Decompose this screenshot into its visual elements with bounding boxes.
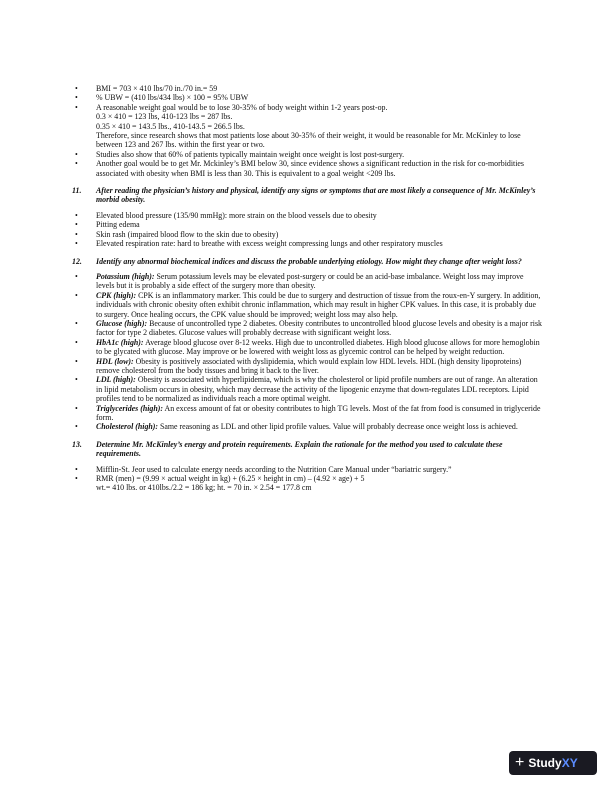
q11-list <box>72 211 542 249</box>
question-12 <box>72 257 542 266</box>
lab-item <box>72 272 542 291</box>
list-item: • Another goal would be to get Mr. Mckinley’s BMI below 30, since evidence shows a significant reduction in the risk for co-morbidities associated with obesity when BMI is less than 30. This is equivalent to a goal weight <209 lbs. <box>72 159 542 178</box>
lab-term: Cholesterol (high): <box>96 422 159 432</box>
question-text: Identify any abnormal biochemical indices and discuss the probable underlying etiology. How might they change after weight loss? <box>96 256 522 266</box>
question-text: Determine Mr. McKinley’s energy and protein requirements. Explain the rationale for the method you used to calculate these requirements. <box>96 439 503 459</box>
brand-name-a: Study <box>528 756 562 770</box>
section10-list <box>72 84 542 178</box>
lab-term: Triglycerides (high): <box>96 403 163 413</box>
plus-icon: + <box>515 754 525 771</box>
lab-desc: Same reasoning as LDL and other lipid profile values. Value will probably decrease once weight loss is achieved. <box>160 422 518 432</box>
calc-line: 0.3 × 410 = 123 lbs, 410-123 lbs = 287 lbs. <box>96 112 233 122</box>
question-number: 13. <box>72 439 82 449</box>
lab-desc: Average blood glucose over 8-12 weeks. High due to uncontrolled diabetes. High blood glucose allows for more hemoglobin to be glycated with glucose. May improve or be lowered with weight loss as glycemic control can be helped by weight reduction. <box>96 337 540 357</box>
question-13 <box>72 440 542 459</box>
lab-desc: Because of uncontrolled type 2 diabetes. Obesity contributes to uncontrolled blood glucose levels and obesity is a major risk factor for type 2 diabetes. Glucose values will probably decrease with significant weight loss. <box>96 318 542 338</box>
lab-term: Glucose (high): <box>96 318 148 328</box>
list-item: • Studies also show that 60% of patients typically maintain weight once weight is lost post-surgery. <box>72 150 542 159</box>
list-item: • Elevated respiration rate: hard to breathe with excess weight compressing lungs and other respiratory muscles <box>72 239 542 248</box>
list-item: • % UBW = (410 lbs/434 lbs) × 100 = 95% UBW <box>72 93 542 102</box>
lab-desc: Serum potassium levels may be elevated post-surgery or could be an acid-base imbalance. Weight loss may improve levels but it is probably a side effect of the surgery more than obesity. <box>96 271 524 291</box>
list-item <box>72 103 542 150</box>
lab-term: CPK (high): <box>96 290 137 300</box>
list-item: • Mifflin-St. Jeor used to calculate energy needs according to the Nutrition Care Manual under “bariatric surgery.” <box>72 465 542 474</box>
lab-item <box>72 338 542 357</box>
studyxy-logo[interactable] <box>509 751 597 775</box>
list-item: • Elevated blood pressure (135/90 mmHg): more strain on the blood vessels due to obesity <box>72 211 542 220</box>
question-number: 11. <box>72 186 82 196</box>
list-item <box>72 474 542 493</box>
lab-desc: An excess amount of fat or obesity contributes to high TG levels. Most of the fat from food is consumed in triglyceride form. <box>96 403 541 422</box>
lab-item <box>72 319 542 338</box>
question-number: 12. <box>72 256 82 266</box>
goal-line: • A reasonable weight goal would be to lose 30-35% of body weight within 1-2 years post-op. <box>96 102 388 112</box>
list-item: • BMI = 703 × 410 lbs/70 in./70 in.= 59 <box>72 84 542 93</box>
calc-line: 0.35 × 410 = 143.5 lbs., 410-143.5 = 266.5 lbs. <box>96 121 245 131</box>
lab-desc: CPK is an inflammatory marker. This could be due to surgery and destruction of tissue from the roux-en-Y surgery. In addition, individuals with chronic obesity often exhibit chronic inflammation, which may result in higher CPK values. In this case, it is probably due to surgery. Once healing occurs, the CPK value should be improved; weight loss may also help. <box>96 290 541 319</box>
lab-term: HbA1c (high): <box>96 337 144 347</box>
lab-desc: Obesity is positively associated with dyslipidemia, which would explain low HDL levels. HDL (high density lipoproteins) remove cholesterol from the body tissues and bring it back to the liver. <box>96 356 522 375</box>
document-body <box>72 84 542 493</box>
lab-item <box>72 291 542 319</box>
question-text: After reading the physician’s history and physical, identify any signs or symptoms that are most likely a consequence of Mr. McKinley’s morbid obesity. <box>96 186 536 205</box>
lab-term: HDL (low): <box>96 356 134 366</box>
lab-item <box>72 375 542 403</box>
q12-list <box>72 272 542 432</box>
goal-conclusion: Therefore, since research shows that most patients lose about 30-35% of their weight, it would be reasonable for Mr. McKinley to lose between 123 and 267 lbs. within the first year or two. <box>96 131 521 150</box>
question-11 <box>72 186 542 205</box>
lab-item <box>72 357 542 376</box>
formula-line: wt.= 410 lbs. or 410lbs./2.2 = 186 kg; ht. = 70 in. × 2.54 = 177.8 cm <box>96 483 312 493</box>
brand-name-b: XY <box>561 756 578 770</box>
lab-item <box>72 404 542 423</box>
list-item: • Pitting edema <box>72 220 542 229</box>
formula-line: • RMR (men) = (9.99 × actual weight in kg) + (6.25 × height in cm) – (4.92 × age) + 5 <box>96 474 365 484</box>
lab-term: Potassium (high): <box>96 271 155 281</box>
lab-desc: Obesity is associated with hyperlipidemia, which is why the cholesterol or lipid profile numbers are out of range. An alteration in lipid metabolism occurs in obesity, which may decrease the activity of the lipogenic enzyme that down-regulates LDL receptors. Lipid profiles tend to be normalized as individuals reach a more optimal weight. <box>96 375 538 404</box>
lab-term: LDL (high): <box>96 375 136 385</box>
lab-item <box>72 422 542 431</box>
list-item: • Skin rash (impaired blood flow to the skin due to obesity) <box>72 230 542 239</box>
q13-list <box>72 465 542 493</box>
